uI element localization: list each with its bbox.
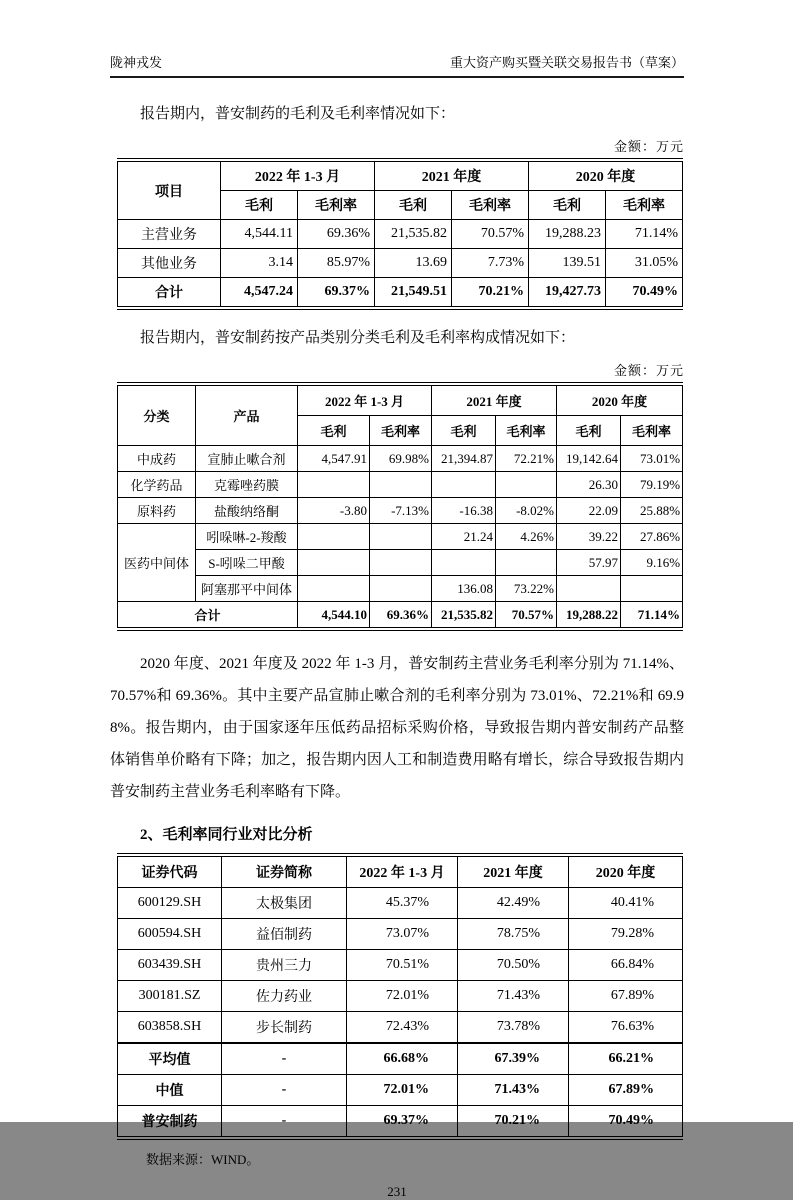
value-cell: 73.01% bbox=[621, 446, 683, 472]
value-cell: 57.97 bbox=[557, 550, 621, 576]
value-cell: -7.13% bbox=[370, 498, 432, 524]
security-code-cell: 平均值 bbox=[118, 1043, 222, 1075]
margin-value-cell: 70.21% bbox=[458, 1106, 569, 1139]
section-heading: 2、毛利率同行业对比分析 bbox=[140, 827, 313, 843]
margin-value-cell: 72.01% bbox=[347, 981, 458, 1012]
table-row bbox=[118, 576, 683, 602]
margin-value-cell: 79.28% bbox=[569, 919, 683, 950]
security-name-cell: 太极集团 bbox=[222, 888, 347, 919]
gross-profit-summary-table bbox=[117, 158, 683, 310]
product-cell: 盐酸纳络酮 bbox=[196, 498, 298, 524]
col-header-margin: 毛利率 bbox=[606, 191, 683, 220]
value-cell: 21,535.82 bbox=[432, 602, 496, 630]
margin-value-cell: 72.01% bbox=[347, 1075, 458, 1106]
value-cell bbox=[298, 576, 370, 602]
value-cell: 139.51 bbox=[529, 249, 606, 278]
table-row bbox=[118, 446, 683, 472]
value-cell: 70.57% bbox=[452, 220, 529, 249]
value-cell: 79.19% bbox=[621, 472, 683, 498]
value-cell: 69.98% bbox=[370, 446, 432, 472]
col-header-gross-profit: 毛利 bbox=[298, 416, 370, 446]
value-cell: 19,288.22 bbox=[557, 602, 621, 630]
table-row bbox=[118, 1043, 683, 1075]
col-header-product: 产品 bbox=[196, 384, 298, 446]
value-cell: 71.14% bbox=[606, 220, 683, 249]
col-header: 证券代码 bbox=[118, 855, 222, 888]
col-header-category: 分类 bbox=[118, 384, 196, 446]
intro-paragraph-1: 报告期内，普安制药的毛利及毛利率情况如下： bbox=[140, 106, 456, 122]
table-row bbox=[118, 950, 683, 981]
value-cell: 22.09 bbox=[557, 498, 621, 524]
col-header: 2022 年 1-3 月 bbox=[347, 855, 458, 888]
category-cell: 中成药 bbox=[118, 446, 196, 472]
data-source-note: 数据来源：WIND。 bbox=[146, 1152, 260, 1167]
value-cell bbox=[370, 576, 432, 602]
margin-value-cell: 67.89% bbox=[569, 1075, 683, 1106]
header-row bbox=[118, 855, 683, 888]
value-cell bbox=[298, 550, 370, 576]
value-cell bbox=[432, 472, 496, 498]
header-company-name: 陇神戎发 bbox=[110, 55, 163, 70]
value-cell bbox=[370, 550, 432, 576]
col-header-period: 2020 年度 bbox=[557, 384, 683, 416]
margin-value-cell: 42.49% bbox=[458, 888, 569, 919]
value-cell: 70.57% bbox=[496, 602, 557, 630]
value-cell: 4,544.10 bbox=[298, 602, 370, 630]
value-cell: 21,535.82 bbox=[375, 220, 452, 249]
margin-value-cell: 71.43% bbox=[458, 981, 569, 1012]
col-header-period: 2022 年 1-3 月 bbox=[221, 160, 375, 191]
value-cell: 13.69 bbox=[375, 249, 452, 278]
value-cell: 7.73% bbox=[452, 249, 529, 278]
header-row bbox=[118, 160, 683, 191]
margin-value-cell: 69.37% bbox=[347, 1106, 458, 1139]
col-header-gross-profit: 毛利 bbox=[432, 416, 496, 446]
security-name-cell: 贵州三力 bbox=[222, 950, 347, 981]
value-cell bbox=[432, 550, 496, 576]
value-cell: 4,547.24 bbox=[221, 278, 298, 309]
page-header bbox=[110, 52, 684, 78]
value-cell bbox=[298, 472, 370, 498]
security-name-cell: 益佰制药 bbox=[222, 919, 347, 950]
col-header-margin: 毛利率 bbox=[496, 416, 557, 446]
margin-value-cell: 67.89% bbox=[569, 981, 683, 1012]
security-name-cell: 步长制药 bbox=[222, 1012, 347, 1044]
product-cell: 宣肺止嗽合剂 bbox=[196, 446, 298, 472]
value-cell bbox=[496, 550, 557, 576]
analysis-paragraph: 2020 年度、2021 年度及 2022 年 1-3 月，普安制药主营业务毛利率分别为 71.14%、70.57%和 69.36%。其中主要产品宣肺止嗽合剂的毛利率分别为 73.01%、72.21%和 69.98%。报告期内，由于国家逐年压低药品招标采购价格，导致报告期内普安制药产品整体销售单价略有下降；加之，报告期内因人工和制造费用略有增长，综合导致报告期内普安制药主营业务毛利率略有下降。 bbox=[110, 656, 684, 800]
value-cell: 69.37% bbox=[298, 278, 375, 309]
col-header: 证券简称 bbox=[222, 855, 347, 888]
security-name-cell: - bbox=[222, 1075, 347, 1106]
col-header-gross-profit: 毛利 bbox=[557, 416, 621, 446]
col-header-item: 项目 bbox=[118, 160, 221, 220]
security-code-cell: 603858.SH bbox=[118, 1012, 222, 1044]
value-cell: 27.86% bbox=[621, 524, 683, 550]
value-cell: 19,427.73 bbox=[529, 278, 606, 309]
peer-comparison-table bbox=[117, 853, 683, 1140]
security-code-cell: 普安制药 bbox=[118, 1106, 222, 1139]
value-cell: 73.22% bbox=[496, 576, 557, 602]
value-cell: 69.36% bbox=[370, 602, 432, 630]
security-name-cell: 佐力药业 bbox=[222, 981, 347, 1012]
table-row bbox=[118, 981, 683, 1012]
margin-value-cell: 45.37% bbox=[347, 888, 458, 919]
value-cell: 136.08 bbox=[432, 576, 496, 602]
value-cell: 72.21% bbox=[496, 446, 557, 472]
value-cell: 4,544.11 bbox=[221, 220, 298, 249]
col-header-margin: 毛利率 bbox=[370, 416, 432, 446]
value-cell: 25.88% bbox=[621, 498, 683, 524]
category-cell: 医药中间体 bbox=[118, 524, 196, 602]
col-header-gross-profit: 毛利 bbox=[221, 191, 298, 220]
value-cell: 21,394.87 bbox=[432, 446, 496, 472]
margin-value-cell: 70.51% bbox=[347, 950, 458, 981]
table-row bbox=[118, 278, 683, 309]
value-cell: 31.05% bbox=[606, 249, 683, 278]
header-report-title: 重大资产购买暨关联交易报告书（草案） bbox=[449, 55, 684, 70]
margin-value-cell: 40.41% bbox=[569, 888, 683, 919]
value-cell bbox=[496, 472, 557, 498]
gross-profit-by-product-table bbox=[117, 382, 683, 631]
margin-value-cell: 76.63% bbox=[569, 1012, 683, 1044]
value-cell: 19,142.64 bbox=[557, 446, 621, 472]
security-code-cell: 中值 bbox=[118, 1075, 222, 1106]
col-header-margin: 毛利率 bbox=[621, 416, 683, 446]
col-header: 2021 年度 bbox=[458, 855, 569, 888]
table-row bbox=[118, 1075, 683, 1106]
value-cell: -8.02% bbox=[496, 498, 557, 524]
margin-value-cell: 73.78% bbox=[458, 1012, 569, 1044]
margin-value-cell: 70.49% bbox=[569, 1106, 683, 1139]
row-label: 其他业务 bbox=[118, 249, 221, 278]
total-row bbox=[118, 602, 683, 630]
col-header-gross-profit: 毛利 bbox=[529, 191, 606, 220]
value-cell: 4,547.91 bbox=[298, 446, 370, 472]
margin-value-cell: 72.43% bbox=[347, 1012, 458, 1044]
value-cell: 71.14% bbox=[621, 602, 683, 630]
header-row bbox=[118, 384, 683, 416]
col-header-period: 2021 年度 bbox=[375, 160, 529, 191]
table-row bbox=[118, 472, 683, 498]
value-cell: -16.38 bbox=[432, 498, 496, 524]
margin-value-cell: 73.07% bbox=[347, 919, 458, 950]
margin-value-cell: 70.50% bbox=[458, 950, 569, 981]
category-cell: 原料药 bbox=[118, 498, 196, 524]
value-cell bbox=[298, 524, 370, 550]
unit-label-1: 金额：万元 bbox=[613, 139, 684, 154]
value-cell: 19,288.23 bbox=[529, 220, 606, 249]
table-row bbox=[118, 919, 683, 950]
value-cell: 21.24 bbox=[432, 524, 496, 550]
col-header-margin: 毛利率 bbox=[298, 191, 375, 220]
category-cell: 化学药品 bbox=[118, 472, 196, 498]
value-cell: 69.36% bbox=[298, 220, 375, 249]
value-cell: -3.80 bbox=[298, 498, 370, 524]
value-cell bbox=[370, 524, 432, 550]
security-code-cell: 603439.SH bbox=[118, 950, 222, 981]
table-row bbox=[118, 249, 683, 278]
value-cell: 70.49% bbox=[606, 278, 683, 309]
security-name-cell: - bbox=[222, 1043, 347, 1075]
table-row bbox=[118, 524, 683, 550]
value-cell: 70.21% bbox=[452, 278, 529, 309]
value-cell: 85.97% bbox=[298, 249, 375, 278]
table-row bbox=[118, 888, 683, 919]
margin-value-cell: 67.39% bbox=[458, 1043, 569, 1075]
table-row bbox=[118, 220, 683, 249]
margin-value-cell: 66.21% bbox=[569, 1043, 683, 1075]
security-code-cell: 600594.SH bbox=[118, 919, 222, 950]
table-row bbox=[118, 498, 683, 524]
col-header-period: 2020 年度 bbox=[529, 160, 683, 191]
intro-paragraph-2: 报告期内，普安制药按产品类别分类毛利及毛利率构成情况如下： bbox=[140, 330, 576, 346]
value-cell bbox=[621, 576, 683, 602]
value-cell: 3.14 bbox=[221, 249, 298, 278]
product-cell: S-吲哚二甲酸 bbox=[196, 550, 298, 576]
table-row bbox=[118, 550, 683, 576]
row-label: 合计 bbox=[118, 278, 221, 309]
product-cell: 克霉唑药膜 bbox=[196, 472, 298, 498]
value-cell: 4.26% bbox=[496, 524, 557, 550]
product-cell: 阿塞那平中间体 bbox=[196, 576, 298, 602]
margin-value-cell: 66.84% bbox=[569, 950, 683, 981]
col-header-gross-profit: 毛利 bbox=[375, 191, 452, 220]
margin-value-cell: 66.68% bbox=[347, 1043, 458, 1075]
value-cell: 9.16% bbox=[621, 550, 683, 576]
security-code-cell: 600129.SH bbox=[118, 888, 222, 919]
value-cell bbox=[557, 576, 621, 602]
security-name-cell: - bbox=[222, 1106, 347, 1139]
page-number: 231 bbox=[387, 1184, 407, 1199]
security-code-cell: 300181.SZ bbox=[118, 981, 222, 1012]
margin-value-cell: 71.43% bbox=[458, 1075, 569, 1106]
table-row bbox=[118, 1012, 683, 1044]
value-cell bbox=[370, 472, 432, 498]
margin-value-cell: 78.75% bbox=[458, 919, 569, 950]
row-label: 主营业务 bbox=[118, 220, 221, 249]
value-cell: 21,549.51 bbox=[375, 278, 452, 309]
table-row bbox=[118, 1106, 683, 1139]
col-header: 2020 年度 bbox=[569, 855, 683, 888]
total-label: 合计 bbox=[118, 602, 298, 630]
value-cell: 26.30 bbox=[557, 472, 621, 498]
col-header-period: 2022 年 1-3 月 bbox=[298, 384, 432, 416]
unit-label-2: 金额：万元 bbox=[613, 363, 684, 378]
col-header-margin: 毛利率 bbox=[452, 191, 529, 220]
product-cell: 吲哚啉-2-羧酸 bbox=[196, 524, 298, 550]
col-header-period: 2021 年度 bbox=[432, 384, 557, 416]
value-cell: 39.22 bbox=[557, 524, 621, 550]
